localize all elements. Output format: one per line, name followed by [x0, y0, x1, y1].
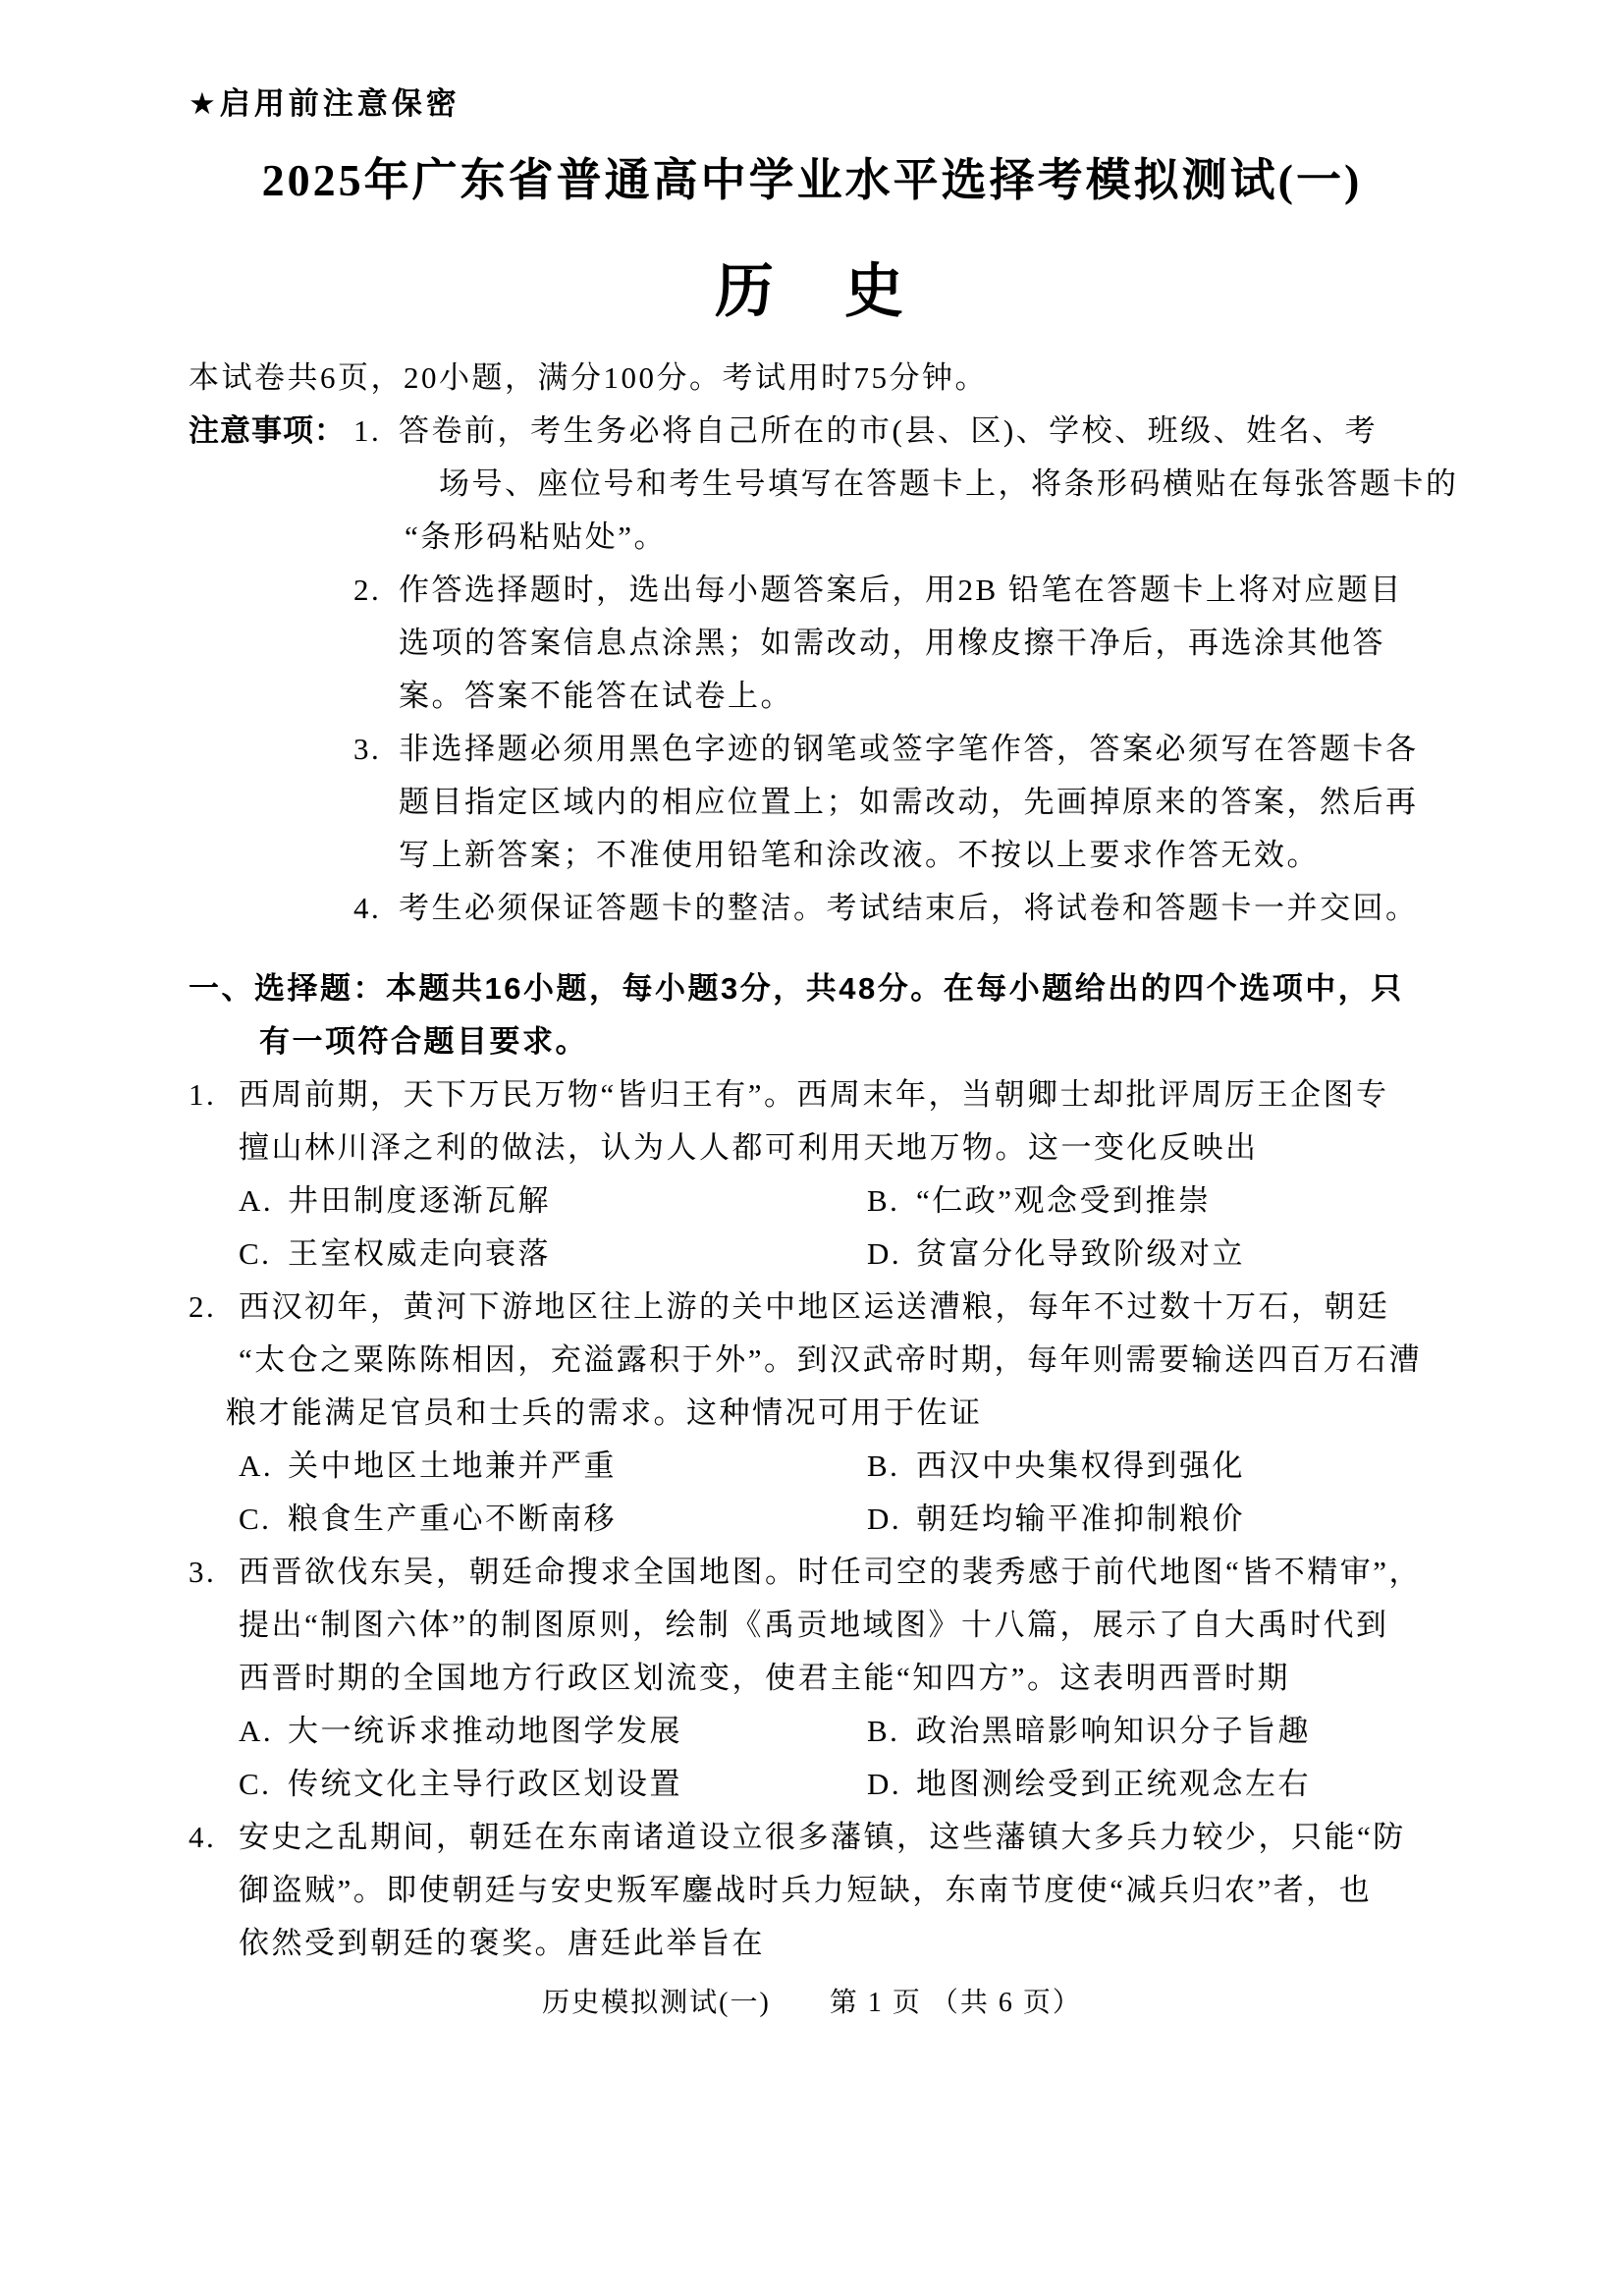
- note-line: 写上新答案；不准使用铅笔和涂改液。不按以上要求作答无效。: [399, 838, 1320, 872]
- question-2: [189, 1281, 1450, 1546]
- security-notice: ★启用前注意保密: [189, 86, 460, 121]
- option-label: A.: [239, 1714, 274, 1748]
- option-label: D.: [867, 1236, 902, 1271]
- option-label: B.: [867, 1714, 900, 1748]
- note-line: 题目指定区域内的相应位置上；如需改动，先画掉原来的答案，然后再: [399, 785, 1419, 819]
- question-2-option-d: [867, 1493, 1245, 1546]
- paper-info-line: 本试卷共6页，20小题，满分100分。考试用时75分钟。: [189, 360, 988, 395]
- option-text: 粮食生产重心不断南移: [288, 1502, 617, 1536]
- note-number-4: 4.: [353, 891, 382, 925]
- question-3: [189, 1546, 1450, 1811]
- question-1-line: 擅山林川泽之利的做法，认为人人都可利用天地万物。这一变化反映出: [239, 1130, 1259, 1165]
- option-text: 政治黑暗影响知识分子旨趣: [916, 1714, 1311, 1748]
- note-number-2: 2.: [353, 573, 382, 607]
- option-text: “仁政”观念受到推崇: [916, 1183, 1212, 1218]
- exam-content: [189, 352, 1459, 1970]
- question-2-options-row-1: [239, 1440, 1450, 1493]
- option-text: 贫富分化导致阶级对立: [916, 1236, 1245, 1271]
- note-item-1: [353, 405, 1459, 564]
- question-1: [189, 1068, 1450, 1281]
- question-1-option-d: [867, 1228, 1245, 1281]
- question-2-option-a: [239, 1449, 617, 1483]
- note-line: 考生必须保证答题卡的整洁。考试结束后，将试卷和答题卡一并交回。: [399, 891, 1419, 925]
- question-4-line: 安史之乱期间，朝廷在东南诸道设立很多藩镇，这些藩镇大多兵力较少，只能“防: [239, 1820, 1406, 1854]
- question-3-option-a: [239, 1714, 682, 1748]
- question-2-option-c: [239, 1502, 617, 1536]
- notes-label: 注意事项：: [189, 413, 346, 448]
- question-3-line: 西晋时期的全国地方行政区划流变，使君主能“知四方”。这表明西晋时期: [239, 1661, 1291, 1695]
- exam-title: 2025年广东省普通高中学业水平选择考模拟测试(一): [261, 155, 1363, 205]
- option-text: 关中地区土地兼并严重: [288, 1449, 617, 1483]
- question-1-option-b: [867, 1175, 1212, 1228]
- option-label: B.: [867, 1183, 900, 1218]
- option-text: 地图测绘受到正统观念左右: [916, 1767, 1311, 1801]
- option-label: C.: [239, 1767, 272, 1801]
- question-3-option-d: [867, 1758, 1311, 1811]
- question-1-option-a: [239, 1183, 551, 1218]
- question-2-options-row-2: [239, 1493, 1450, 1546]
- option-text: 井田制度逐渐瓦解: [288, 1183, 551, 1218]
- question-1-line: 西周前期，天下万民万物“皆归王有”。西周末年，当朝卿士却批评周厉王企图专: [239, 1077, 1389, 1112]
- question-1-options-row-1: [239, 1175, 1450, 1228]
- question-4-line: 御盗贼”。即使朝廷与安史叛军鏖战时兵力短缺，东南节度使“减兵归农”者，也: [239, 1873, 1373, 1907]
- question-4-line: 依然受到朝廷的褒奖。唐廷此举旨在: [239, 1926, 765, 1960]
- note-line: “条形码粘贴处”。: [405, 519, 668, 554]
- option-label: C.: [239, 1502, 272, 1536]
- question-2-line: 粮才能满足官员和士兵的需求。这种情况可用于佐证: [226, 1395, 983, 1430]
- option-label: D.: [867, 1502, 902, 1536]
- note-line: 非选择题必须用黑色字迹的钢笔或签字笔作答，答案必须写在答题卡各: [399, 732, 1419, 766]
- question-3-options-row-2: [239, 1758, 1450, 1811]
- option-text: 朝廷均输平准抑制粮价: [916, 1502, 1245, 1536]
- page-footer: 历史模拟测试(一) 第 1 页 （共 6 页）: [542, 1988, 1082, 2018]
- note-item-3: [353, 723, 1450, 882]
- question-4: [189, 1811, 1450, 1970]
- question-3-line: 西晋欲伐东吴，朝廷命搜求全国地图。时任司空的裴秀感于前代地图“皆不精审”，: [239, 1555, 1423, 1589]
- question-3-line: 提出“制图六体”的制图原则，绘制《禹贡地域图》十八篇，展示了自大禹时代到: [239, 1608, 1389, 1642]
- section-heading-line-2: 有一项符合题目要求。: [259, 1024, 588, 1059]
- question-1-options-row-2: [239, 1228, 1450, 1281]
- note-item-4: [353, 882, 1450, 935]
- note-line: 案。答案不能答在试卷上。: [399, 679, 793, 713]
- option-label: D.: [867, 1767, 902, 1801]
- option-label: B.: [867, 1449, 900, 1483]
- option-label: A.: [239, 1183, 274, 1218]
- question-3-number: 3.: [189, 1555, 217, 1589]
- question-1-option-c: [239, 1236, 551, 1271]
- note-line: 场号、座位号和考生号填写在答题卡上，将条形码横贴在每张答题卡的: [439, 466, 1459, 501]
- question-3-option-c: [239, 1767, 682, 1801]
- note-number-3: 3.: [353, 732, 382, 766]
- subject-title: 历 史: [715, 258, 909, 324]
- question-2-option-b: [867, 1440, 1245, 1493]
- question-4-number: 4.: [189, 1820, 217, 1854]
- note-line: 答卷前，考生务必将自己所在的市(县、区)、学校、班级、姓名、考: [399, 413, 1379, 448]
- note-item-2: [353, 564, 1450, 723]
- question-2-line: 西汉初年，黄河下游地区往上游的关中地区运送漕粮，每年不过数十万石，朝廷: [239, 1289, 1390, 1324]
- note-number-1: 1.: [353, 413, 382, 448]
- option-text: 大一统诉求推动地图学发展: [288, 1714, 682, 1748]
- question-3-option-b: [867, 1705, 1311, 1758]
- question-1-number: 1.: [189, 1077, 217, 1112]
- question-2-number: 2.: [189, 1289, 217, 1324]
- option-label: A.: [239, 1449, 274, 1483]
- option-label: C.: [239, 1236, 272, 1271]
- question-2-line: “太仓之粟陈陈相因，充溢露积于外”。到汉武帝时期，每年则需要输送四百万石漕: [239, 1342, 1423, 1377]
- option-text: 传统文化主导行政区划设置: [288, 1767, 682, 1801]
- note-line: 作答选择题时，选出每小题答案后，用2B 铅笔在答题卡上将对应题目: [399, 573, 1403, 607]
- note-line: 选项的答案信息点涂黑；如需改动，用橡皮擦干净后，再选涂其他答: [399, 626, 1385, 660]
- section-heading: [189, 962, 1450, 1068]
- option-text: 王室权威走向衰落: [288, 1236, 551, 1271]
- section-heading-line-1: 一、选择题：本题共16小题，每小题3分，共48分。在每小题给出的四个选项中，只: [189, 971, 1404, 1006]
- exam-notes: [189, 405, 1459, 935]
- option-text: 西汉中央集权得到强化: [916, 1449, 1245, 1483]
- question-3-options-row-1: [239, 1705, 1450, 1758]
